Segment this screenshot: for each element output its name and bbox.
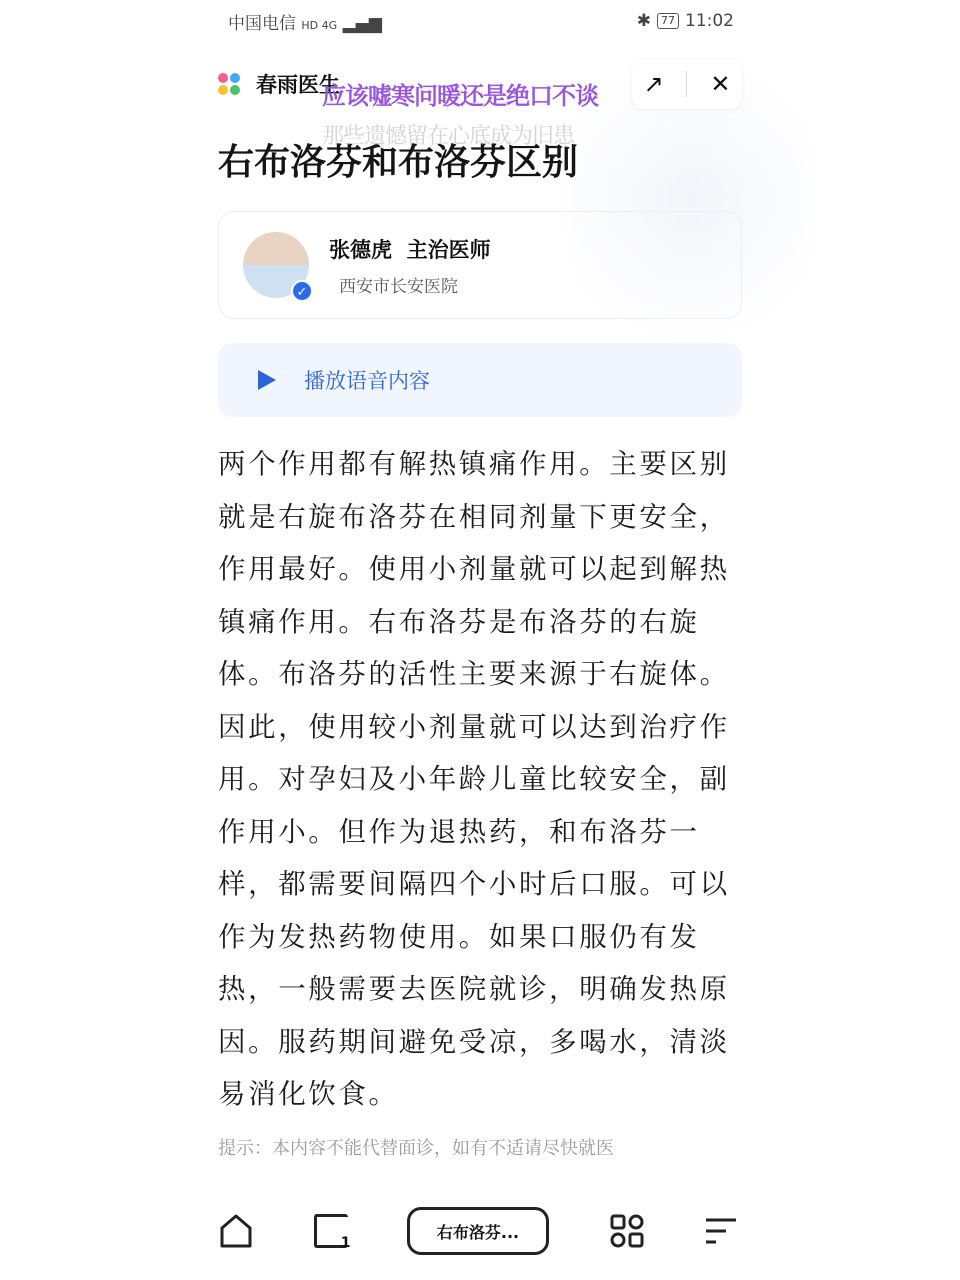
current-page-tab[interactable]: 右布洛芬... [407,1207,549,1255]
battery-icon: 77 [657,13,679,29]
body-line: 体。布洛芬的活性主要来源于右旋体。 [218,658,730,690]
body-line: 两个作用都有解热镇痛作用。主要区别 [218,448,730,480]
body-line: 用。对孕妇及小年龄儿童比较安全，副 [218,763,730,795]
play-audio-label: 播放语音内容 [304,369,430,393]
lyric-overlay-line-1: 应该嘘寒问暖还是绝口不谈 [322,82,598,110]
tabs-button[interactable] [314,1214,351,1251]
bluetooth-icon: ✱ [636,11,651,31]
menu-icon[interactable] [704,1216,738,1246]
status-bar [228,8,734,34]
network-indicator: HD 4G [301,18,338,32]
tab-count: 1 [340,1235,351,1251]
body-line: 热，一般需要去医院就诊，明确发热原 [218,973,730,1005]
play-icon [258,370,276,390]
body-line: 因。服药期间避免受凉，多喝水，清淡 [218,1025,730,1058]
doctor-card[interactable] [218,211,742,319]
body-line: 易消化饮食。 [218,1078,399,1110]
verified-icon: ✓ [291,280,313,302]
body-line: 作用小。但作为退热药，和布洛芬一 [218,815,700,848]
disclaimer: 提示：本内容不能代替面诊，如有不适请尽快就医 [218,1138,614,1159]
doctor-hospital: 西安市长安医院 [339,276,458,297]
doctor-name: 张德虎 主治医师 [329,237,491,262]
article-body [218,438,758,1121]
close-icon[interactable]: ✕ [710,70,731,98]
bottom-nav [218,1205,738,1257]
body-line: 就是右旋布洛芬在相同剂量下更安全， [218,500,730,533]
body-line: 镇痛作用。右布洛芬是布洛芬的右旋 [218,605,700,638]
home-icon[interactable] [218,1213,254,1249]
body-line: 因此，使用较小剂量就可以达到治疗作 [218,710,730,743]
carrier: 中国电信 [228,13,296,34]
body-line: 作为发热药物使用。如果口服仍有发 [218,920,700,953]
share-icon[interactable]: ↗ [643,70,664,98]
page-title: 右布洛芬和布洛芬区别 [218,142,579,183]
body-line: 作用最好。使用小剂量就可以起到解热 [218,553,730,585]
body-line: 样，都需要间隔四个小时后口服。可以 [218,868,730,900]
lyric-overlay-line-2: 那些遗憾留在心底成为旧患 [322,124,575,149]
app-name: 春雨医生 [256,73,340,97]
signal-icon: ▂▄▆ [342,13,382,34]
app-logo-icon [218,73,240,95]
divider [686,71,687,97]
clock: 11:02 [685,11,734,31]
play-audio-button[interactable] [218,343,742,417]
apps-grid-icon[interactable] [609,1213,645,1249]
header-actions [632,59,742,109]
doctor-avatar [243,232,309,298]
